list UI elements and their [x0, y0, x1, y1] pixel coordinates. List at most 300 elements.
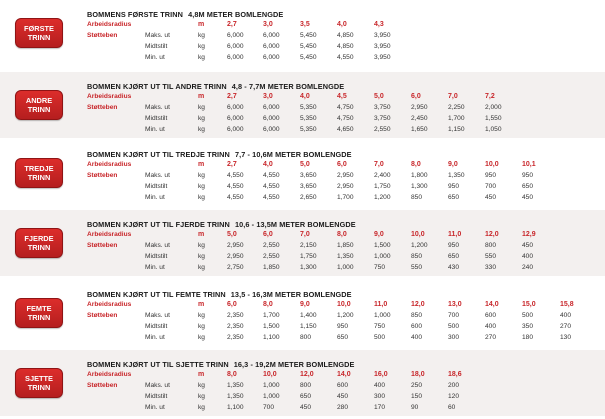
radius-value: 7,0 [300, 231, 310, 238]
load-value: 3,750 [374, 104, 391, 111]
load-value: 2,950 [337, 183, 354, 190]
load-value: 5,350 [300, 126, 317, 133]
load-value: 800 [300, 382, 312, 389]
load-value: 950 [337, 323, 349, 330]
stage-badge-text: TRINN [27, 105, 51, 114]
radius-value: 4,0 [300, 93, 310, 100]
support-label: Støtteben [87, 242, 118, 249]
load-value: 1,300 [411, 183, 428, 190]
load-value: 650 [448, 253, 460, 260]
load-value: 2,950 [337, 172, 354, 179]
stage-badge-text: TRINN [27, 33, 51, 42]
radius-value: 3,5 [300, 21, 310, 28]
load-value: 3,950 [374, 43, 391, 50]
load-value: 180 [522, 334, 534, 341]
section-title [87, 82, 349, 91]
load-value: 950 [485, 172, 497, 179]
support-position-label: Midtstilt [145, 253, 168, 260]
load-value: 550 [411, 264, 423, 271]
section-title-stage: BOMMENS FØRSTE TRINN [87, 10, 184, 19]
unit-label: kg [198, 334, 205, 341]
unit-label: m [198, 301, 205, 308]
unit-label: kg [198, 323, 205, 330]
load-value: 4,850 [337, 32, 354, 39]
load-value: 1,200 [374, 194, 391, 201]
load-value: 2,550 [374, 126, 391, 133]
load-value: 400 [522, 253, 534, 260]
load-row-maks [0, 171, 605, 181]
radius-value: 6,0 [411, 93, 421, 100]
radius-value: 6,0 [227, 301, 237, 308]
support-position-label: Min. ut [145, 404, 165, 411]
radius-value: 5,0 [227, 231, 237, 238]
radius-row [0, 300, 605, 310]
radius-value: 4,3 [374, 21, 384, 28]
section-title-stage: BOMMEN KJØRT UT TIL ANDRE TRINN [87, 82, 227, 91]
support-position-label: Min. ut [145, 334, 165, 341]
load-value: 600 [337, 382, 349, 389]
support-position-label: Maks. ut [145, 312, 170, 319]
load-value: 2,550 [263, 253, 280, 260]
load-value: 6,000 [263, 115, 280, 122]
load-value: 750 [374, 264, 386, 271]
radius-label: Arbeidsradius [87, 231, 132, 238]
load-table-section [0, 210, 605, 276]
load-value: 1,150 [448, 126, 465, 133]
radius-value: 18,6 [448, 371, 462, 378]
unit-label: kg [198, 393, 205, 400]
load-table-section [0, 280, 605, 346]
load-value: 6,000 [263, 126, 280, 133]
section-title-stage: BOMMEN KJØRT UT TIL TREDJE TRINN [87, 150, 230, 159]
radius-value: 12,0 [411, 301, 425, 308]
unit-label: kg [198, 126, 205, 133]
radius-value: 10,0 [337, 301, 351, 308]
load-value: 2,000 [485, 104, 502, 111]
load-value: 700 [263, 404, 275, 411]
support-position-label: Maks. ut [145, 242, 170, 249]
radius-value: 12,0 [300, 371, 314, 378]
load-value: 200 [448, 382, 460, 389]
load-value: 2,400 [374, 172, 391, 179]
load-value: 270 [485, 334, 497, 341]
load-value: 130 [560, 334, 572, 341]
load-value: 1,350 [448, 172, 465, 179]
load-value: 2,550 [263, 242, 280, 249]
load-value: 950 [448, 242, 460, 249]
radius-label: Arbeidsradius [87, 301, 132, 308]
unit-label: m [198, 371, 205, 378]
radius-value: 5,0 [374, 93, 384, 100]
load-value: 3,750 [374, 115, 391, 122]
load-value: 2,450 [411, 115, 428, 122]
load-row-mid [0, 252, 605, 262]
radius-value: 7,2 [485, 93, 495, 100]
load-value: 800 [300, 334, 312, 341]
load-value: 1,500 [374, 242, 391, 249]
load-value: 4,550 [227, 172, 244, 179]
radius-value: 15,0 [522, 301, 536, 308]
radius-value: 7,0 [374, 161, 384, 168]
load-value: 600 [485, 312, 497, 319]
load-value: 330 [485, 264, 497, 271]
load-value: 1,700 [448, 115, 465, 122]
support-position-label: Min. ut [145, 54, 165, 61]
load-value: 300 [448, 334, 460, 341]
unit-label: kg [198, 242, 205, 249]
unit-label: m [198, 231, 205, 238]
support-position-label: Min. ut [145, 194, 165, 201]
radius-row [0, 370, 605, 380]
load-row-min [0, 193, 605, 203]
unit-label: kg [198, 312, 205, 319]
load-value: 450 [300, 404, 312, 411]
section-title-length: 16,3 - 19,2M METER BOMLENGDE [233, 360, 355, 369]
stage-badge-text: SJETTE [25, 374, 53, 383]
load-value: 550 [485, 253, 497, 260]
load-value: 950 [448, 183, 460, 190]
load-value: 4,750 [337, 104, 354, 111]
load-value: 3,650 [300, 183, 317, 190]
support-label: Støtteben [87, 312, 118, 319]
load-value: 650 [448, 194, 460, 201]
load-value: 2,950 [411, 104, 428, 111]
load-value: 6,000 [227, 126, 244, 133]
load-value: 120 [448, 393, 460, 400]
load-row-mid [0, 322, 605, 332]
radius-value: 10,0 [411, 231, 425, 238]
section-title [87, 10, 288, 19]
stage-badge-text: TRINN [27, 173, 51, 182]
load-value: 750 [374, 323, 386, 330]
load-row-min [0, 263, 605, 273]
load-value: 850 [411, 312, 423, 319]
section-title [87, 360, 360, 369]
load-value: 1,150 [300, 323, 317, 330]
load-value: 170 [374, 404, 386, 411]
unit-label: kg [198, 104, 205, 111]
load-row-mid [0, 42, 605, 52]
load-value: 2,750 [227, 264, 244, 271]
radius-value: 9,0 [448, 161, 458, 168]
radius-value: 3,0 [263, 93, 273, 100]
load-value: 500 [448, 323, 460, 330]
radius-value: 3,0 [263, 21, 273, 28]
radius-value: 8,0 [411, 161, 421, 168]
stage-badge-text: FJERDE [24, 234, 54, 243]
support-position-label: Maks. ut [145, 104, 170, 111]
load-value: 4,550 [227, 194, 244, 201]
load-value: 400 [485, 323, 497, 330]
load-value: 500 [374, 334, 386, 341]
support-label: Støtteben [87, 104, 118, 111]
radius-value: 2,7 [227, 161, 237, 168]
section-title [87, 150, 357, 159]
radius-value: 4,0 [337, 21, 347, 28]
load-row-maks [0, 31, 605, 41]
support-label: Støtteben [87, 382, 118, 389]
load-value: 240 [522, 264, 534, 271]
radius-value: 2,7 [227, 93, 237, 100]
load-value: 1,650 [411, 126, 428, 133]
load-row-mid [0, 114, 605, 124]
load-value: 6,000 [227, 54, 244, 61]
radius-value: 16,0 [374, 371, 388, 378]
radius-value: 18,0 [411, 371, 425, 378]
load-value: 1,200 [337, 312, 354, 319]
radius-value: 8,0 [263, 301, 273, 308]
load-value: 90 [411, 404, 419, 411]
load-value: 6,000 [227, 32, 244, 39]
load-value: 300 [374, 393, 386, 400]
load-value: 700 [448, 312, 460, 319]
load-value: 2,250 [448, 104, 465, 111]
load-row-min [0, 333, 605, 343]
load-value: 4,550 [263, 183, 280, 190]
load-value: 1,100 [227, 404, 244, 411]
load-value: 6,000 [263, 104, 280, 111]
load-value: 400 [411, 334, 423, 341]
unit-label: kg [198, 253, 205, 260]
radius-value: 4,5 [337, 93, 347, 100]
load-value: 4,550 [227, 183, 244, 190]
section-title-length: 7,7 - 10,6M METER BOMLENGDE [234, 150, 352, 159]
radius-label: Arbeidsradius [87, 161, 132, 168]
load-value: 1,000 [374, 253, 391, 260]
load-value: 1,500 [263, 323, 280, 330]
load-value: 1,000 [374, 312, 391, 319]
radius-value: 9,0 [300, 301, 310, 308]
load-row-mid [0, 182, 605, 192]
load-value: 350 [522, 323, 534, 330]
load-value: 5,450 [300, 32, 317, 39]
load-value: 1,850 [263, 264, 280, 271]
load-value: 3,650 [300, 172, 317, 179]
load-value: 450 [522, 194, 534, 201]
load-value: 4,550 [263, 194, 280, 201]
load-value: 430 [448, 264, 460, 271]
load-value: 5,350 [300, 104, 317, 111]
load-value: 1,850 [337, 242, 354, 249]
section-title-stage: BOMMEN KJØRT UT TIL SJETTE TRINN [87, 360, 229, 369]
load-value: 1,550 [485, 115, 502, 122]
radius-value: 11,0 [448, 231, 462, 238]
unit-label: m [198, 93, 205, 100]
load-value: 60 [448, 404, 456, 411]
unit-label: kg [198, 43, 205, 50]
load-value: 700 [485, 183, 497, 190]
support-label: Støtteben [87, 172, 118, 179]
support-position-label: Midtstilt [145, 393, 168, 400]
load-value: 250 [411, 382, 423, 389]
load-value: 1,800 [411, 172, 428, 179]
unit-label: kg [198, 183, 205, 190]
load-value: 1,350 [227, 382, 244, 389]
load-value: 5,350 [300, 115, 317, 122]
radius-value: 7,0 [448, 93, 458, 100]
load-value: 280 [337, 404, 349, 411]
load-table-section [0, 350, 605, 416]
load-value: 1,700 [263, 312, 280, 319]
load-value: 1,000 [337, 264, 354, 271]
radius-value: 15,8 [560, 301, 574, 308]
radius-value: 12,0 [485, 231, 499, 238]
unit-label: kg [198, 404, 205, 411]
support-position-label: Maks. ut [145, 172, 170, 179]
load-table-section [0, 72, 605, 138]
load-row-maks [0, 381, 605, 391]
radius-value: 13,0 [448, 301, 462, 308]
load-value: 1,750 [374, 183, 391, 190]
stage-badge-text: TRINN [27, 243, 51, 252]
load-value: 1,300 [300, 264, 317, 271]
unit-label: kg [198, 54, 205, 61]
load-row-min [0, 125, 605, 135]
unit-label: kg [198, 382, 205, 389]
radius-value: 6,0 [337, 161, 347, 168]
load-value: 600 [411, 323, 423, 330]
load-value: 650 [337, 334, 349, 341]
unit-label: kg [198, 172, 205, 179]
load-value: 1,000 [263, 393, 280, 400]
load-value: 1,700 [337, 194, 354, 201]
support-position-label: Min. ut [145, 264, 165, 271]
support-position-label: Midtstilt [145, 43, 168, 50]
radius-value: 11,0 [374, 301, 388, 308]
load-value: 2,950 [227, 253, 244, 260]
load-value: 6,000 [263, 43, 280, 50]
load-value: 150 [411, 393, 423, 400]
support-position-label: Min. ut [145, 126, 165, 133]
load-value: 2,650 [300, 194, 317, 201]
load-row-mid [0, 392, 605, 402]
load-value: 5,450 [300, 43, 317, 50]
unit-label: m [198, 161, 205, 168]
unit-label: m [198, 21, 205, 28]
section-title-stage: BOMMEN KJØRT UT TIL FEMTE TRINN [87, 290, 226, 299]
load-row-min [0, 403, 605, 413]
support-position-label: Maks. ut [145, 32, 170, 39]
load-table-section [0, 140, 605, 206]
load-value: 6,000 [227, 115, 244, 122]
radius-value: 8,0 [337, 231, 347, 238]
load-row-maks [0, 311, 605, 321]
load-value: 1,000 [263, 382, 280, 389]
load-value: 400 [374, 382, 386, 389]
load-value: 6,000 [227, 43, 244, 50]
radius-label: Arbeidsradius [87, 21, 132, 28]
support-position-label: Midtstilt [145, 115, 168, 122]
section-title-length: 13,5 - 16,3M METER BOMLENGDE [230, 290, 352, 299]
radius-row [0, 230, 605, 240]
stage-badge-text: FØRSTE [24, 24, 54, 33]
unit-label: kg [198, 194, 205, 201]
support-position-label: Maks. ut [145, 382, 170, 389]
stage-badge-text: TRINN [27, 313, 51, 322]
unit-label: kg [198, 115, 205, 122]
radius-row [0, 20, 605, 30]
section-title [87, 220, 361, 229]
radius-value: 10,0 [485, 161, 499, 168]
load-value: 1,200 [411, 242, 428, 249]
radius-label: Arbeidsradius [87, 371, 132, 378]
load-value: 450 [485, 194, 497, 201]
load-value: 3,950 [374, 32, 391, 39]
section-title-length: 4,8M METER BOMLENGDE [188, 10, 284, 19]
load-value: 6,000 [227, 104, 244, 111]
radius-value: 5,0 [300, 161, 310, 168]
radius-row [0, 92, 605, 102]
radius-value: 2,7 [227, 21, 237, 28]
load-value: 2,350 [227, 312, 244, 319]
load-value: 4,750 [337, 115, 354, 122]
radius-value: 10,0 [263, 371, 277, 378]
load-value: 6,000 [263, 32, 280, 39]
radius-value: 12,9 [522, 231, 536, 238]
load-value: 450 [337, 393, 349, 400]
section-title-length: 4,8 - 7,7M METER BOMLENGDE [231, 82, 345, 91]
section-title-length: 10,6 - 13,5M METER BOMLENGDE [234, 220, 356, 229]
load-value: 800 [485, 242, 497, 249]
stage-badge-text: TRINN [27, 383, 51, 392]
load-value: 1,350 [337, 253, 354, 260]
load-value: 1,350 [227, 393, 244, 400]
radius-value: 9,0 [374, 231, 384, 238]
support-position-label: Midtstilt [145, 183, 168, 190]
load-value: 1,400 [300, 312, 317, 319]
radius-label: Arbeidsradius [87, 93, 132, 100]
stage-badge-text: TREDJE [24, 164, 54, 173]
unit-label: kg [198, 264, 205, 271]
section-title-stage: BOMMEN KJØRT UT TIL FJERDE TRINN [87, 220, 230, 229]
load-value: 650 [522, 183, 534, 190]
load-value: 500 [522, 312, 534, 319]
load-value: 4,850 [337, 43, 354, 50]
radius-value: 10,1 [522, 161, 536, 168]
load-value: 4,650 [337, 126, 354, 133]
load-row-min [0, 53, 605, 63]
section-title [87, 290, 357, 299]
load-value: 2,950 [227, 242, 244, 249]
load-value: 1,100 [263, 334, 280, 341]
load-value: 2,350 [227, 323, 244, 330]
load-value: 270 [560, 323, 572, 330]
load-value: 1,050 [485, 126, 502, 133]
load-value: 850 [411, 194, 423, 201]
load-value: 5,450 [300, 54, 317, 61]
load-table-section [0, 0, 605, 66]
stage-badge-text: FEMTE [26, 304, 52, 313]
radius-value: 14,0 [485, 301, 499, 308]
load-row-maks [0, 241, 605, 251]
load-value: 2,150 [300, 242, 317, 249]
support-label: Støtteben [87, 32, 118, 39]
stage-badge-text: ANDRE [25, 96, 53, 105]
load-row-maks [0, 103, 605, 113]
load-value: 450 [522, 242, 534, 249]
load-value: 4,550 [337, 54, 354, 61]
radius-value: 6,0 [263, 231, 273, 238]
radius-value: 8,0 [227, 371, 237, 378]
load-value: 2,350 [227, 334, 244, 341]
radius-row [0, 160, 605, 170]
load-value: 6,000 [263, 54, 280, 61]
radius-value: 4,0 [263, 161, 273, 168]
load-value: 4,550 [263, 172, 280, 179]
load-value: 950 [522, 172, 534, 179]
unit-label: kg [198, 32, 205, 39]
support-position-label: Midtstilt [145, 323, 168, 330]
